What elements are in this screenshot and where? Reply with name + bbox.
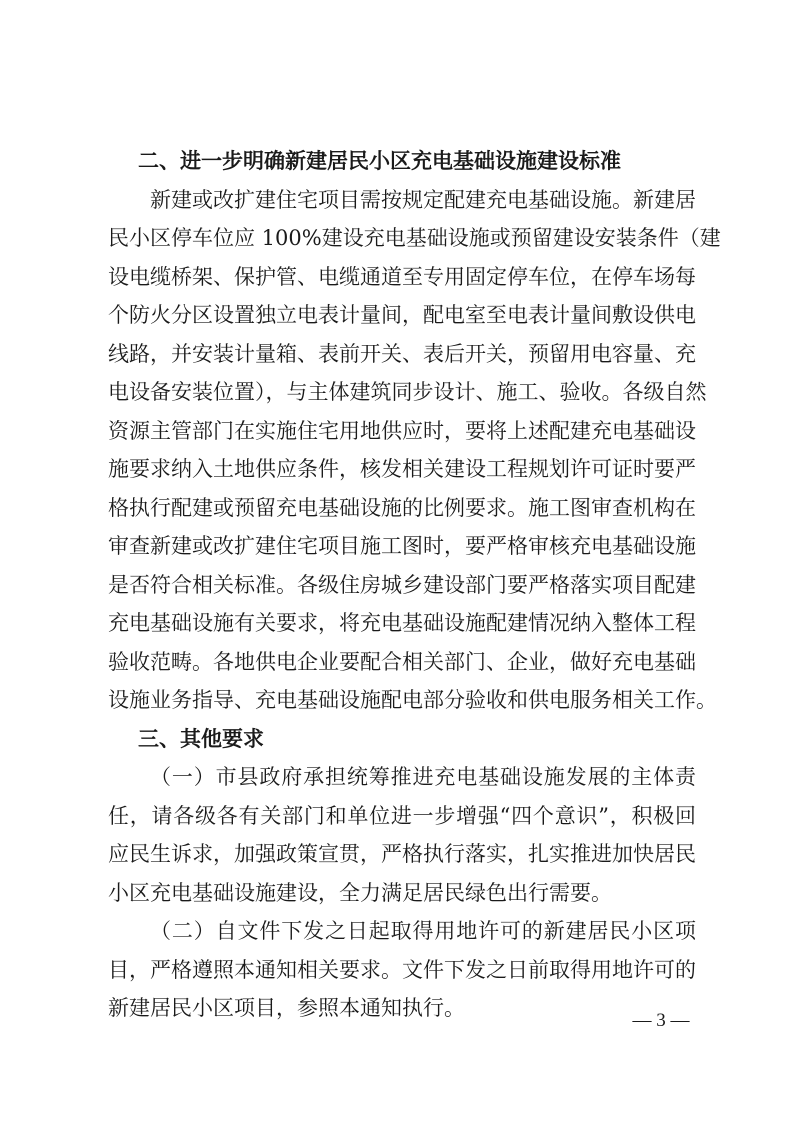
paragraph-line: 目，严格遵照本通知相关要求。文件下发之日前取得用地许可的 — [108, 957, 696, 982]
paragraph-line: 资源主管部门在实施住宅用地供应时，要将上述配建充电基础设 — [108, 418, 696, 443]
paragraph-line: 格执行配建或预留充电基础设施的比例要求。施工图审查机构在 — [108, 495, 696, 520]
paragraph-line: 审查新建或改扩建住宅项目施工图时，要严格审核充电基础设施 — [108, 534, 696, 558]
paragraph-line: 民小区停车位应 100%建设充电基础设施或预留建设安装条件（建 — [108, 226, 721, 250]
paragraph-line: （一）市县政府承担统筹推进充电基础设施发展的主体责 — [150, 765, 696, 789]
page-number: — 3 — — [632, 1010, 690, 1031]
paragraph-line: 个防火分区设置独立电表计量间，配电室至电表计量间敷设供电 — [108, 303, 696, 327]
paragraph-line: 设电缆桥架、保护管、电缆通道至专用固定停车位，在停车场每 — [108, 264, 696, 289]
paragraph-line: 任，请各级各有关部门和单位进一步增强“四个意识”，积极回 — [108, 803, 696, 828]
section-three-item-one — [108, 758, 696, 912]
paragraph-line: 充电基础设施有关要求，将充电基础设施配建情况纳入整体工程 — [108, 611, 696, 635]
paragraph-line: （二）自文件下发之日起取得用地许可的新建居民小区项 — [150, 919, 696, 943]
section-three-heading: 三、其他要求 — [138, 726, 264, 751]
paragraph-line: 验收范畴。各地供电企业要配合相关部门、企业，做好充电基础 — [108, 649, 696, 674]
paragraph-line: 设施业务指导、充电基础设施配电部分验收和供电服务相关工作。 — [108, 688, 717, 712]
paragraph-line: 施要求纳入土地供应条件，核发相关建设工程规划许可证时要严 — [108, 457, 696, 481]
paragraph-line: 新建居民小区项目，参照本通知执行。 — [108, 996, 465, 1020]
paragraph-line: 是否符合相关标准。各级住房城乡建设部门要严格落实项目配建 — [108, 572, 696, 597]
section-three-item-two — [108, 912, 696, 1028]
section-two-heading: 二、进一步明确新建居民小区充电基础设施建设标准 — [138, 149, 621, 173]
paragraph-line: 新建或改扩建住宅项目需按规定配建充电基础设施。新建居 — [150, 187, 696, 212]
paragraph-line: 线路，并安装计量箱、表前开关、表后开关，预留用电容量、充 — [108, 341, 696, 366]
paragraph-line: 应民生诉求，加强政策宣贯，严格执行落实，扎实推进加快居民 — [108, 842, 696, 866]
paragraph-line: 电设备安装位置），与主体建筑同步设计、施工、验收。各级自然 — [108, 380, 707, 404]
paragraph-line: 小区充电基础设施建设，全力满足居民绿色出行需要。 — [108, 880, 612, 905]
section-two-paragraph — [108, 181, 721, 720]
document-page — [108, 142, 721, 1028]
